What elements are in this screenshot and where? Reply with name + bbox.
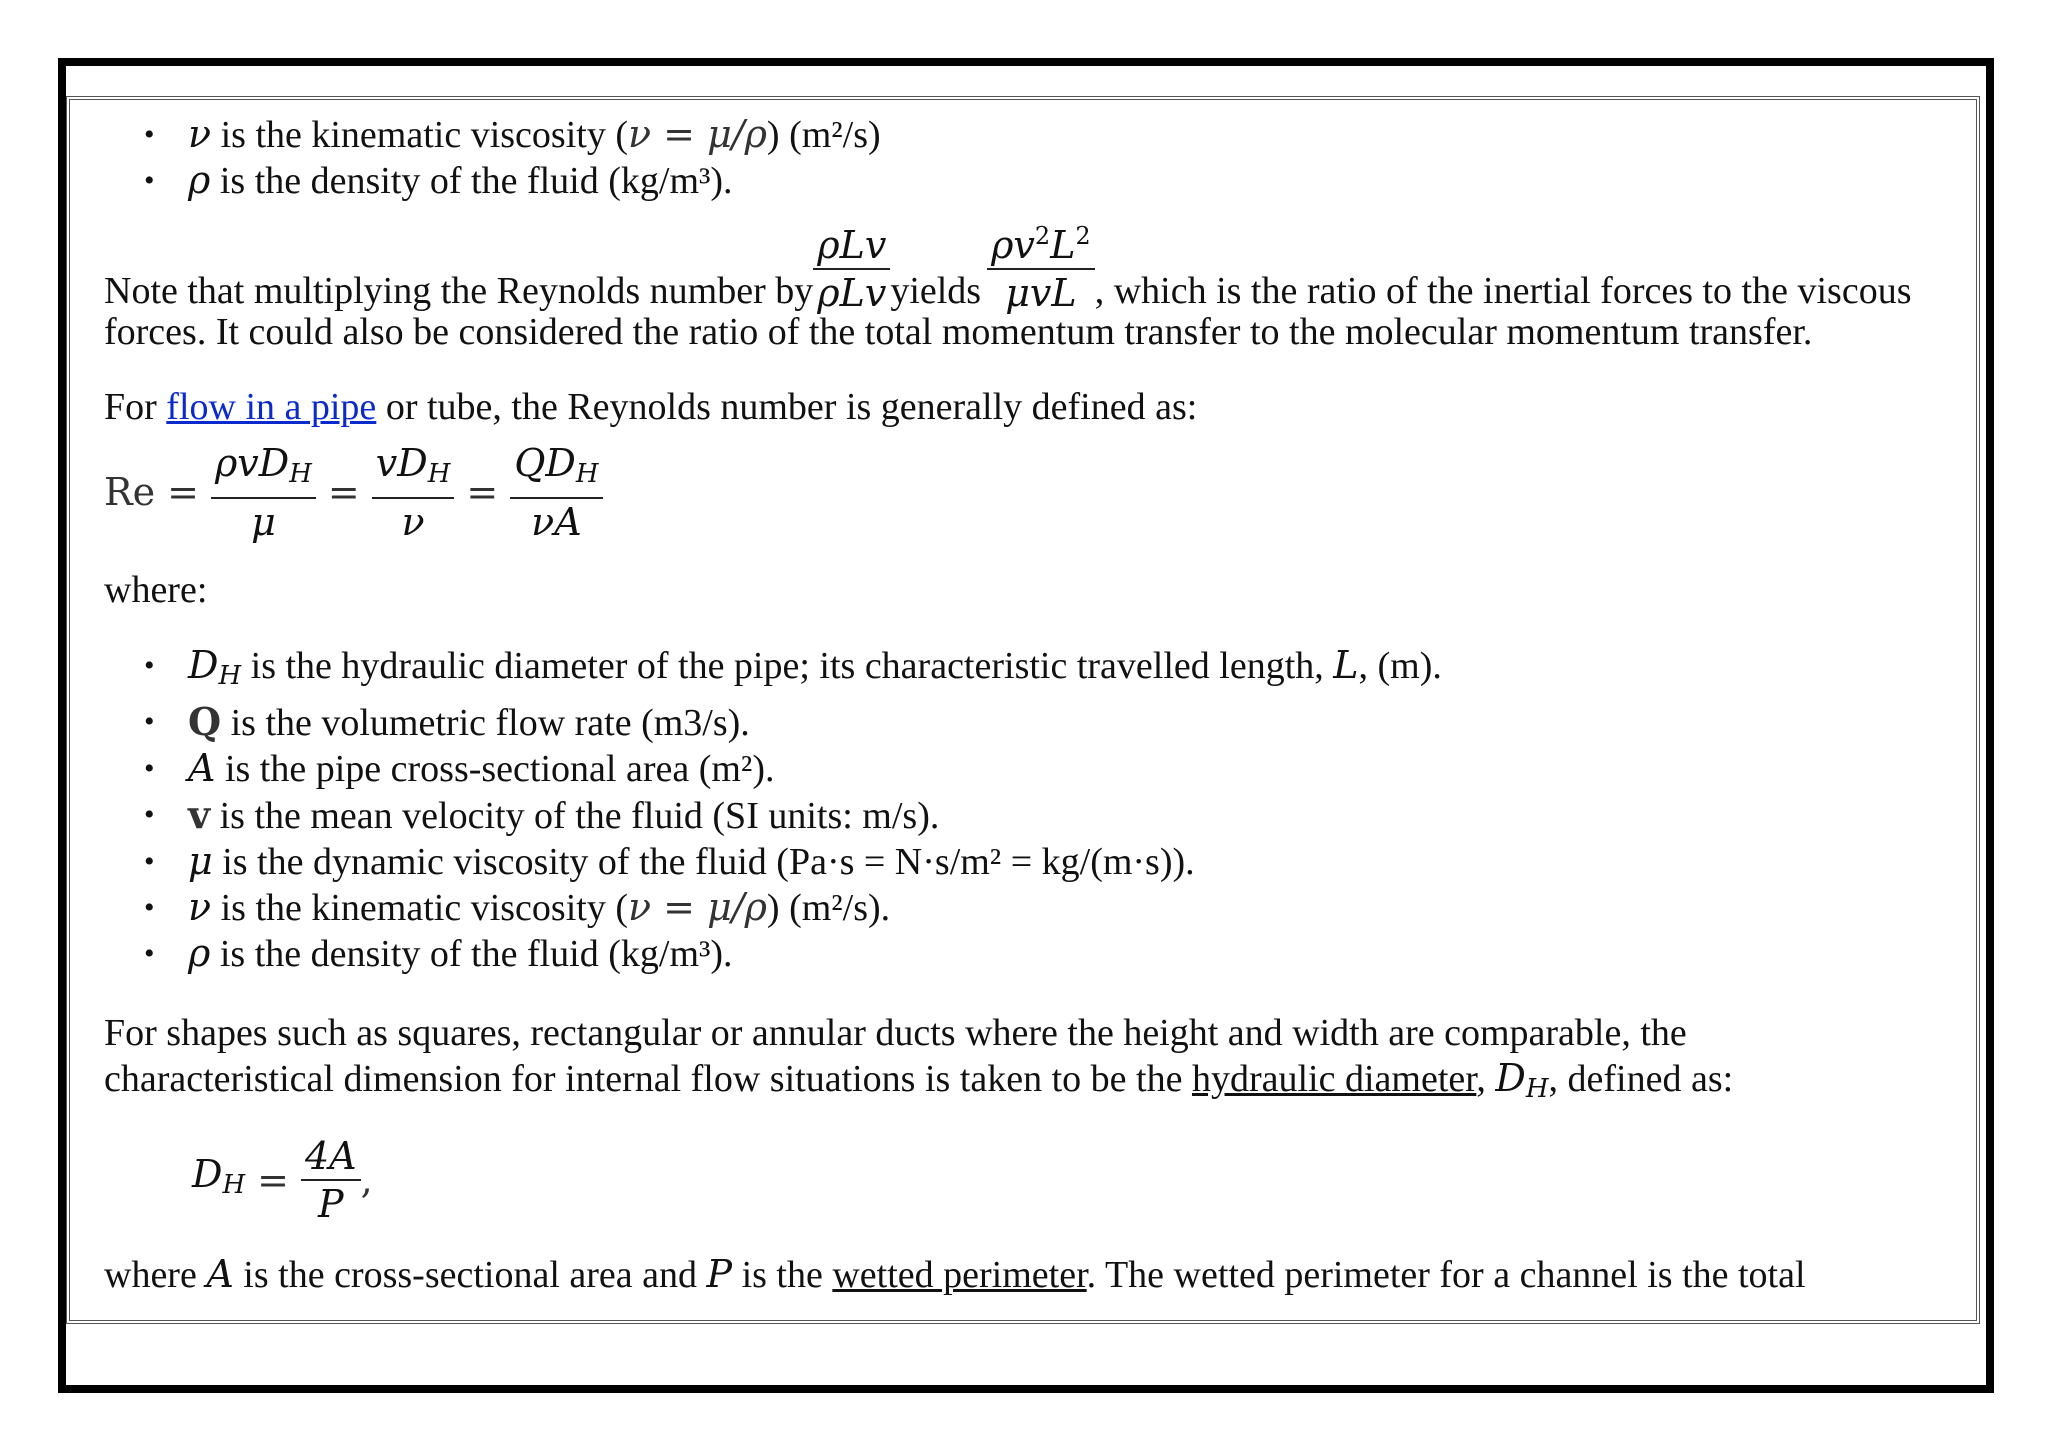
- hydraulic-diameter-link[interactable]: hydraulic diameter: [1191, 1058, 1477, 1100]
- flow-in-a-pipe-link[interactable]: flow in a pipe: [166, 386, 377, 428]
- pipe-variable-list: [104, 643, 1970, 977]
- note-paragraph: Note that multiplying the Reynolds number by $\frac{\text{ρLv}}{\text{ρLv}}$ yields $\frac{\rho v^2L^2}{\text{μvL}}$ , which is the ratio of the inertial forces to the viscous forces. It could also be considered the ratio of the total momentum transfer to the molecular momentum transfer.: [104, 220, 1970, 355]
- fraction-rho-l-v: $\frac{\text{ρLv}}{\text{ρLv}}$: [813, 222, 890, 316]
- shapes-paragraph: For shapes such as squares, rectangular or annular ducts where the height and width are comparable, the characteristical dimension for internal flow situations is taken to be the hydraulic diameter, $D_H$, defined as:: [104, 1012, 1734, 1104]
- wetted-perimeter-paragraph: where A is the cross-sectional area and P is the wetted perimeter. The wetted perimeter for a channel is the total: [104, 1252, 1806, 1296]
- list-item: • Q is the volumetric flow rate (m3/s).: [188, 699, 1970, 746]
- fraction-4a-over-p: $\frac{4A}{P}$: [301, 1133, 361, 1227]
- fraction-inertial-viscous: $\frac{\rho v^2L^2}{\text{μvL}}$: [987, 213, 1095, 316]
- fraction-re-3: $\frac{QD_H}{\nu A}$: [510, 440, 602, 545]
- list-item: • v is the mean velocity of the fluid (SI units: m/s).: [188, 792, 1970, 839]
- fraction-re-2: $\frac{vD_H}{\nu}$: [372, 440, 455, 545]
- list-item: • ν is the kinematic viscosity (ν = μ/ρ) (m²/s).: [188, 885, 1970, 931]
- reynolds-formula: Re = $\frac{\rho vD_H}{\mu}$ = $\frac{vD_H}{\nu}$ = $\frac{QD_H}{\nu A}$: [104, 444, 1970, 540]
- list-item: • ρ is the density of the fluid (kg/m³).: [188, 158, 1970, 204]
- list-item: • ρ is the density of the fluid (kg/m³).: [188, 931, 1970, 977]
- fraction-re-1: $\frac{\rho vD_H}{\mu}$: [211, 440, 316, 545]
- list-item: • μ is the dynamic viscosity of the fluid (Pa·s = N·s/m² = kg/(m·s)).: [188, 839, 1970, 885]
- wetted-perimeter-link[interactable]: wetted perimeter: [832, 1254, 1087, 1296]
- where-label: where:: [104, 569, 208, 611]
- pipe-paragraph: For flow in a pipe or tube, the Reynolds number is generally defined as:: [104, 386, 1198, 428]
- hydraulic-diameter-formula: $D_H$ = $\frac{4A}{P}$ ,: [192, 1134, 373, 1226]
- list-item: • A is the pipe cross-sectional area (m²).: [188, 746, 1970, 792]
- list-item: • $D_H$ is the hydraulic diameter of the pipe; its characteristic travelled length, L, (m).: [188, 643, 1970, 699]
- top-variable-list: [104, 112, 1970, 204]
- document-content: [104, 104, 1970, 1320]
- list-item: • ν is the kinematic viscosity (ν = μ/ρ) (m²/s): [188, 112, 1970, 158]
